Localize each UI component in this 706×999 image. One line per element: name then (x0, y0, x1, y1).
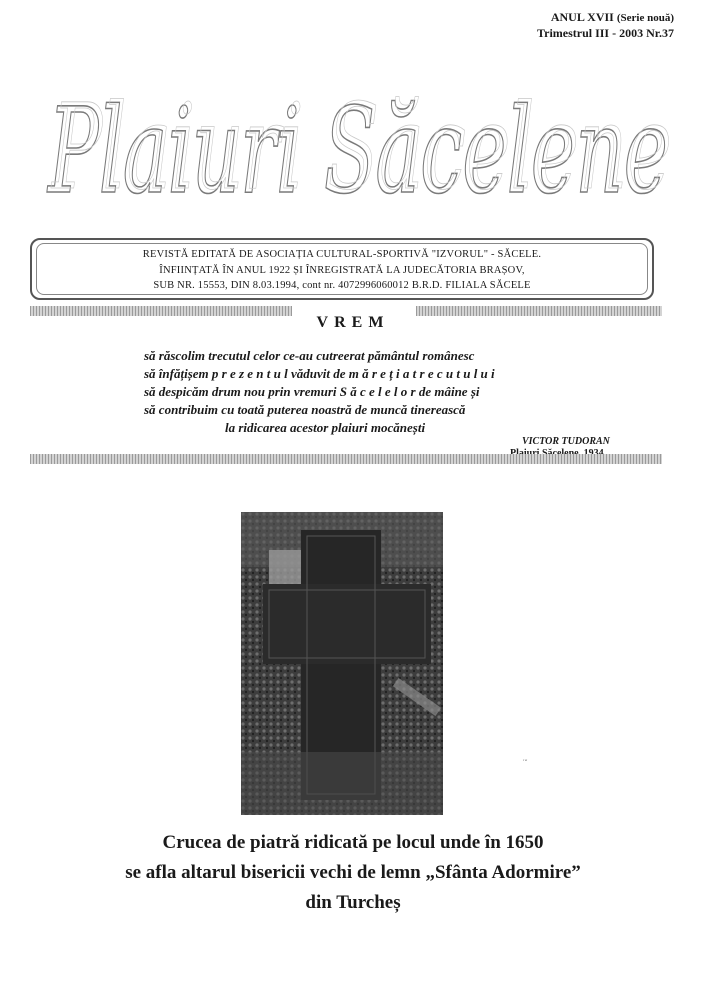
motto-line-4: să contribuim cu toată puterea noastră de muncă tinerească (144, 402, 466, 417)
issue-quarter: Trimestrul III - 2003 Nr.37 (537, 26, 674, 40)
photo-caption-line-1: Crucea de piatră ridicată pe locul unde în 1650 (162, 832, 544, 853)
issue-year: ANUL XVII (550, 10, 614, 24)
masthead-title-shadow: Plaiuri Săcelene (50, 78, 673, 216)
motto-line-3: să despicăm drum nou prin vremuri S ă c e l e l o r de mâine și (144, 384, 480, 399)
scan-speck: ˙˘ (522, 758, 528, 767)
motto-line-5: la ridicarea acestor plaiuri mocănești (225, 420, 426, 435)
issue-series: (Serie nouă) (616, 12, 674, 24)
publisher-line-3: SUB NR. 15553, DIN 8.03.1994, cont nr. 4072996060012 B.R.D. FILIALA SĂCELE (153, 280, 531, 291)
motto-line-1: să răscolim trecutul celor ce-au cutreerat pământul românesc (144, 348, 475, 363)
masthead-title-outline: Plaiuri Săcelene (46, 82, 669, 220)
motto-heading: VREM (316, 314, 390, 331)
cross-photo (241, 512, 443, 815)
publisher-line-1: REVISTĂ EDITATĂ DE ASOCIAȚIA CULTURAL-SPORTIVĂ "IZVORUL" - SĂCELE. (142, 249, 542, 260)
publisher-line-2: ÎNFIINȚATĂ ÎN ANUL 1922 ȘI ÎNREGISTRATĂ LA JUDECĂTORIA BRAȘOV, (159, 265, 525, 276)
photo-caption-line-3: din Turcheș (305, 892, 401, 913)
divider-band-bottom (30, 454, 662, 464)
masthead-logo (40, 42, 680, 232)
publisher-box (30, 238, 654, 300)
photo-caption-line-2: se afla altarul bisericii vechi de lemn „Sfânta Adormire” (125, 862, 581, 883)
motto-author: VICTOR TUDORAN (522, 436, 610, 447)
issue-info (537, 10, 674, 41)
motto-line-2: să înfățișem p r e z e n t u l văduvit de m ă r e ț i a t r e c u t u l u i (144, 366, 495, 381)
